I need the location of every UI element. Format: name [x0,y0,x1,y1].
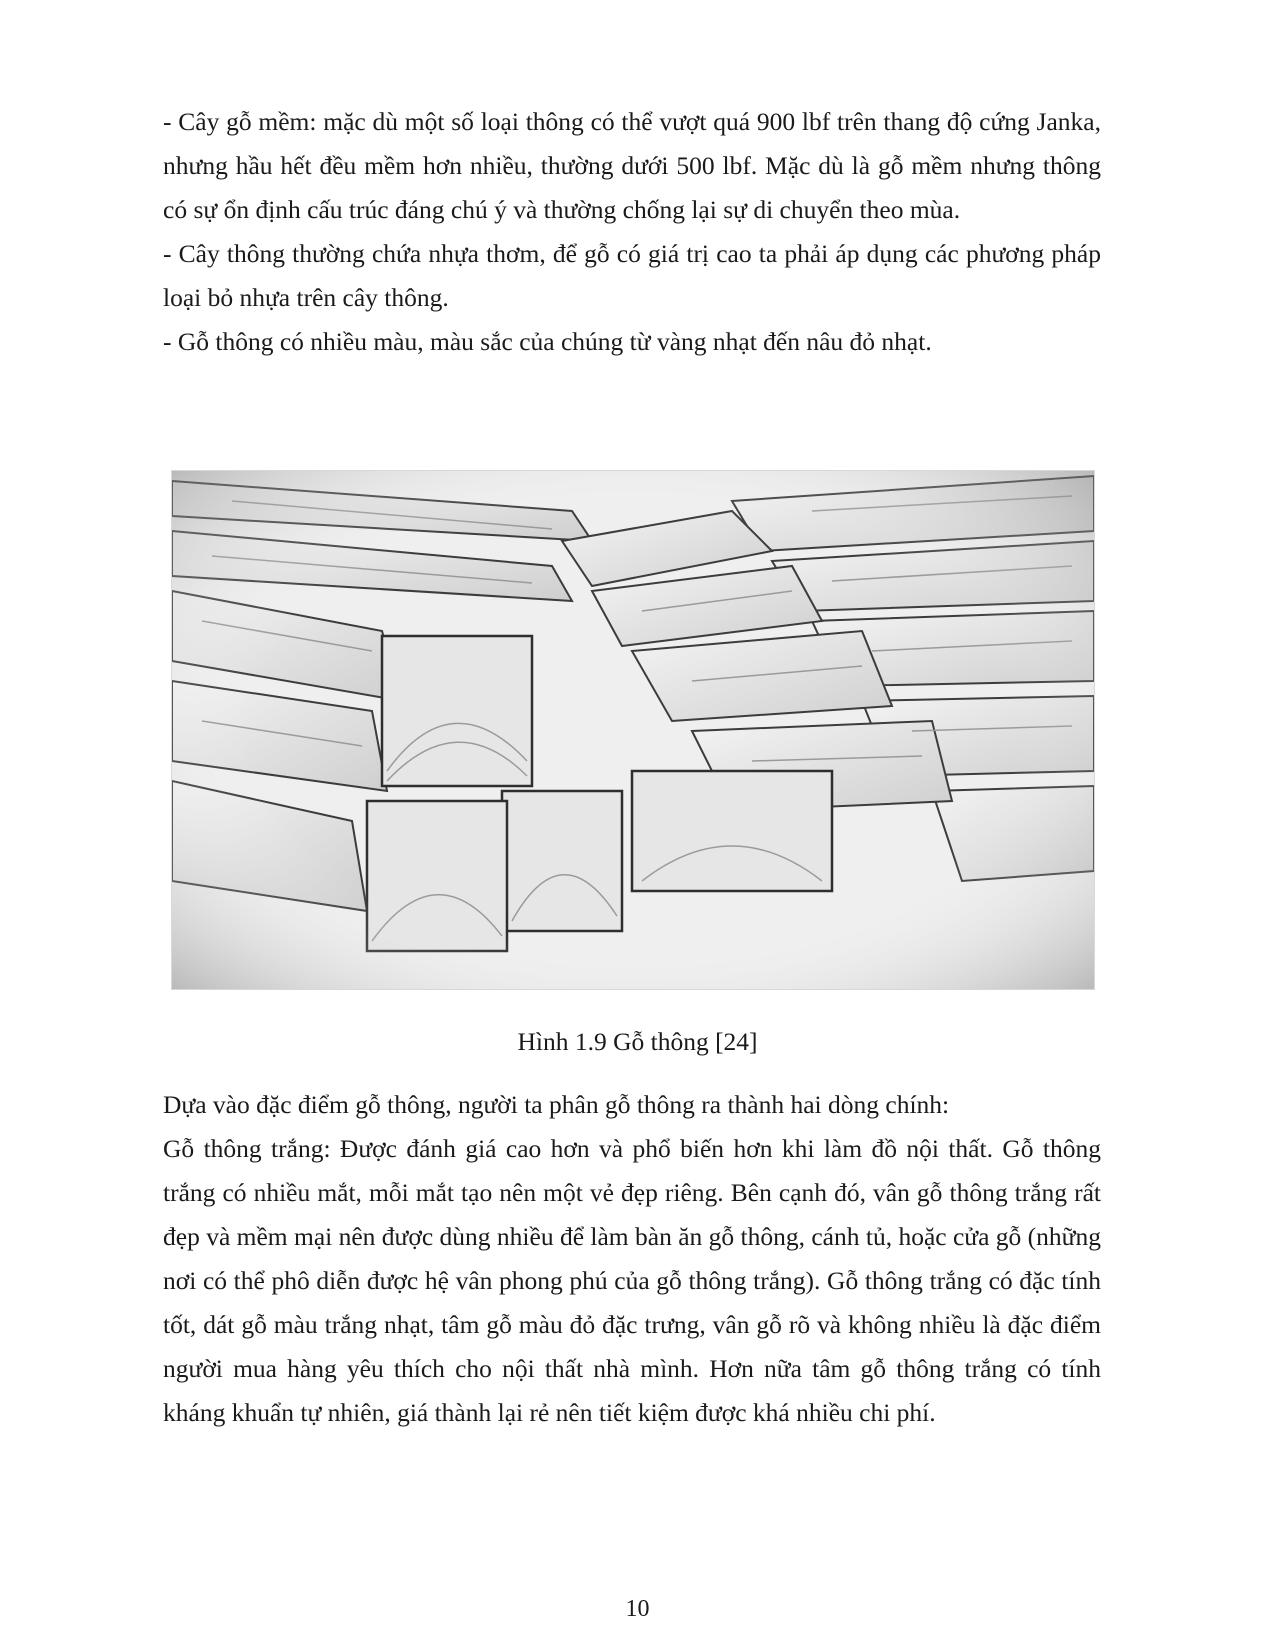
top-text-block [163,100,1101,364]
paragraph-color: - Gỗ thông có nhiều màu, màu sắc của chúng từ vàng nhạt đến nâu đỏ nhạt. [163,327,932,356]
paragraph-white-pine: Gỗ thông trắng: Được đánh giá cao hơn và phổ biến hơn khi làm đồ nội thất. Gỗ thông trắng có nhiều mắt, mỗi mắt tạo nên một vẻ đẹp riêng. Bên cạnh đó, vân gỗ thông trắng rất đẹp và mềm mại nên được dùng nhiều để làm bàn ăn gỗ thông, cánh tủ, hoặc cửa gỗ (những nơi có thể phô diễn được hệ vân phong phú của gỗ thông trắng). Gỗ thông trắng có đặc tính tốt, dát gỗ màu trắng nhạt, tâm gỗ màu đỏ đặc trưng, vân gỗ rõ và không nhiều là đặc điểm người mua hàng yêu thích cho nội thất nhà mình. Hơn nữa tâm gỗ thông trắng có tính kháng khuẩn tự nhiên, giá thành lại rẻ nên tiết kiệm được khá nhiều chi phí. [163,1134,1101,1427]
paragraph-resin: - Cây thông thường chứa nhựa thơm, để gỗ có giá trị cao ta phải áp dụng các phương pháp loại bỏ nhựa trên cây thông. [163,239,1101,312]
pine-wood-photo [171,470,1095,990]
page-number: 10 [625,1596,650,1622]
paragraph-softwood-hardness: - Cây gỗ mềm: mặc dù một số loại thông có thể vượt quá 900 lbf trên thang độ cứng Janka, nhưng hầu hết đều mềm hơn nhiều, thường dưới 500 lbf. Mặc dù là gỗ mềm nhưng thông có sự ổn định cấu trúc đáng chú ý và thường chống lại sự di chuyển theo mùa. [163,107,1101,224]
pine-planks-illustration [172,471,1094,989]
figure-caption: Hình 1.9 Gỗ thông [24] [517,1027,758,1056]
bottom-text-block [163,1083,1101,1435]
paragraph-classification: Dựa vào đặc điểm gỗ thông, người ta phân gỗ thông ra thành hai dòng chính: [163,1090,950,1119]
